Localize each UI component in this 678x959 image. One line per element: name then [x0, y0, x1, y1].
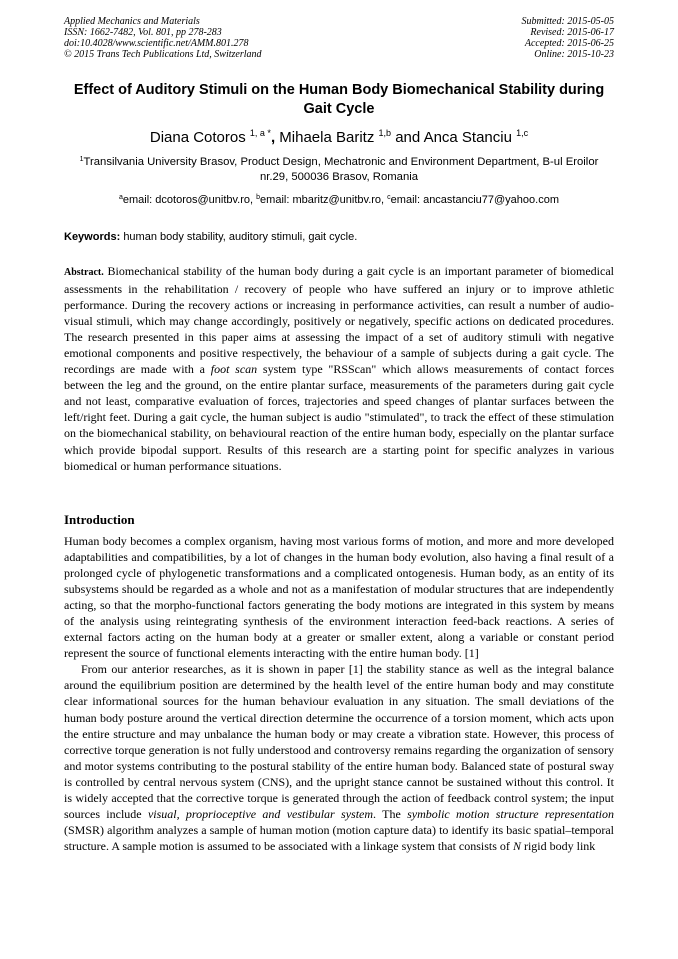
email-mark: a [118, 194, 123, 201]
email-mark: b [256, 194, 261, 201]
abstract-text: Biomechanical stability of the human body during a gait cycle is an important parameter of biomedical assessments in the rehabilitation / recovery of people who have suffered an injury or to improve athletic performance. During the recovery actions or increasing in performance activities, can result a number of audio-visual stimuli, which may change accordingly, positively or negatively, specific actions on dedicated procedures. The research presented in this paper aims at assessing the impact of a set of auditory stimuli with negative emotional components and positive respectively, the behaviour of a sample of subjects during a gait cycle. The recordings are made with a [64, 264, 615, 377]
journal-issn: ISSN: 1662-7482, Vol. 801, pp 278-283 [64, 27, 222, 38]
author-name: Diana Cotoros [149, 129, 246, 146]
journal-info [64, 16, 262, 60]
paragraph: From our anterior researches, as it is shown in paper [1] the stability stance as well as the integral balance around the equilibrium position are determined by the health level of the entire human body and may constitute clear informational sources for the human behaviour evaluation in any situation. The small deviations of the human body posture around the vertical direction determine the occurrence of a torsion moment, which acts upon the entire structure and may unbalance the human body or may create a vibration state. However, this process of corrective torque generation is not fully understood and controversy remains regarding the organization of sensory and motor systems contributing to the postural stability of the entire human body. Balanced state of postural sway is controlled by central nervous system (CNS), and the upright stance cannot be sustained without this control. It is widely accepted that the corrective torque is generated through the action of feedback control system; the input sources include visual, proprioceptive and vestibular system. The symbolic motion structure representation (SMSR) algorithm analyzes a sample of human motion (motion capture data) to identify its basic spatial–temporal structure. A sample motion is assumed to be associated with a linkage system that consists of N rigid body link [64, 662, 614, 853]
abstract-italic-term: foot scan [210, 362, 258, 377]
email-address: email: dcotoros@unitbv.ro, [122, 194, 254, 206]
submission-dates [522, 16, 615, 60]
author-list: Diana Cotoros $^{1, a *}$, Mihaela Baritz $^{1,b}$ and Anca Stanciu $^{1,c}$ [149, 128, 529, 146]
journal-doi: doi:10.4028/www.scientific.net/AMM.801.278 [64, 38, 249, 49]
author-conjunction: and [395, 129, 421, 146]
date-revised: Revised: 2015-06-17 [530, 27, 614, 38]
keywords-label: Keywords: [64, 231, 121, 243]
author-emails [50, 193, 628, 207]
author-affiliation-mark: 1, a * [249, 128, 271, 138]
introduction-body [64, 533, 614, 854]
email-mark: c [387, 194, 391, 201]
journal-name: Applied Mechanics and Materials [64, 16, 200, 27]
paragraph: Human body becomes a complex organism, having most various forms of motion, and more and more developed adaptabilities and compatibilities, by a lot of changes in the human body evolution, also having a final result of a prolonged cycle of phylogenetic transformations and a complicated ontogenesis. Human body, as an entity of its subsystems should be regarded as a whole and not as a manifestation of modular structures that are independently acting, so that the morpho-functional factors generating the body motions are integrated in this system by means of the analysis using reintegrating synthesis of the environment interaction feed-back reactions. A series of external factors acting on the human body at a greater or smaller extent, along a variable or constant period represent the source of functional elements interacting with the entire human body. [1] [64, 534, 614, 661]
abstract [64, 263, 614, 474]
date-submitted: Submitted: 2015-05-05 [521, 16, 614, 27]
author-affiliation-mark: 1,c [516, 128, 529, 138]
date-online: Online: 2015-10-23 [534, 49, 614, 60]
date-accepted: Accepted: 2015-06-25 [524, 38, 614, 49]
author-name: Anca Stanciu [423, 129, 512, 146]
journal-header [64, 16, 614, 60]
email-address: email: ancastanciu77@yahoo.com [390, 194, 559, 206]
affiliation-mark: 1 [79, 156, 84, 163]
email-address: email: mbaritz@unitbv.ro, [260, 194, 385, 206]
abstract-text: system type "RSScan" which allows measurements of contact forces between the leg and the ground, on the entire plantar surface, measurements of the parameters during gait cycle and not least, comparative evaluation of forces, trajectories and speed changes of plantar surfaces between the left/right feet. During a gait cycle, the human subject is audio "stimulated", to track the effect of these stimulation on the biomechanical stability, on behavioural reaction of the entire human body, especially on the plantar surface which provide bipodal support. Results of this research are a starting point for specific analyzes in various biomedical or human performance situations. [64, 362, 615, 473]
affiliation-text: Transilvania University Brasov, Product Design, Mechatronic and Environment Department, B-ul Eroilor nr.29, 500036 Brasov, Romania [83, 156, 599, 183]
keywords-text: human body stability, auditory stimuli, gait cycle. [123, 231, 358, 243]
affiliation [64, 155, 614, 185]
author-name: Mihaela Baritz [279, 129, 375, 146]
paper-title: Effect of Auditory Stimuli on the Human Body Biomechanical Stability during Gait Cycle [73, 82, 605, 117]
abstract-label: Abstract. [64, 267, 104, 278]
journal-copyright: © 2015 Trans Tech Publications Ltd, Switzerland [64, 49, 262, 60]
author-affiliation-mark: 1,b [378, 128, 392, 138]
keywords [64, 230, 614, 244]
section-heading-introduction: Introduction [64, 512, 135, 527]
